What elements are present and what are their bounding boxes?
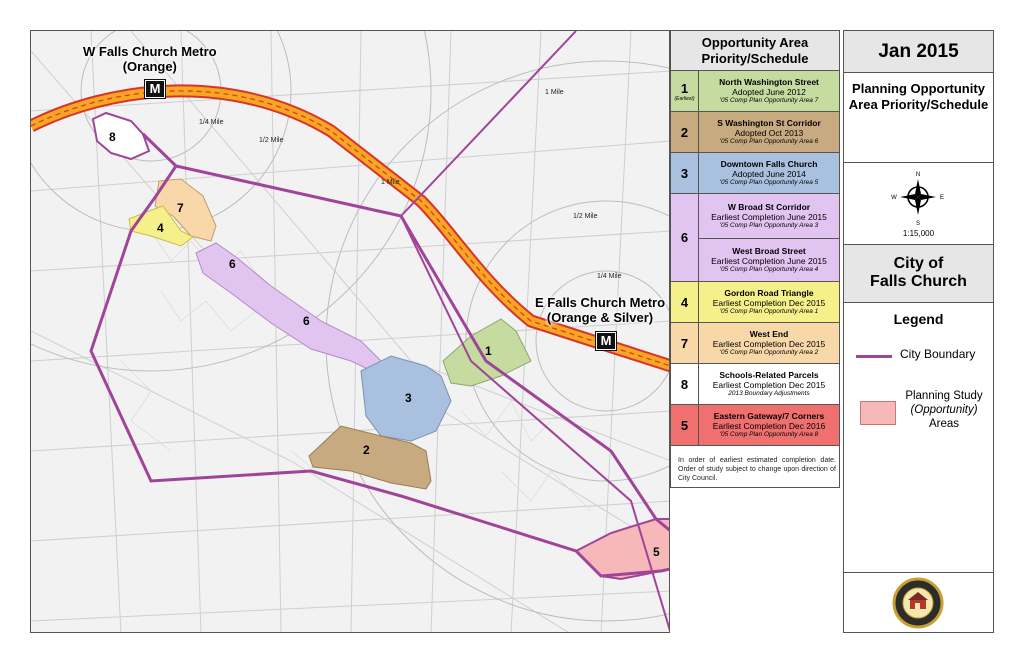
schedule-row-number — [671, 364, 699, 404]
legend-area-swatch — [860, 401, 896, 425]
schedule-row-body — [699, 238, 839, 282]
schedule-row-body — [699, 153, 839, 193]
map-canvas[interactable] — [31, 31, 670, 633]
metro-east-line: (Orange & Silver) — [546, 310, 654, 325]
schedule-area-note: '05 Comp Plan Opportunity Area 8 — [719, 431, 819, 438]
schedule-number-value: 8 — [680, 376, 689, 392]
city-name-line1: City of — [893, 255, 944, 272]
plan-title: Planning Opportunity Area Priority/Schedule — [844, 73, 993, 163]
legend-boundary-label: City Boundary — [900, 347, 976, 361]
schedule-area-name: Schools-Related Parcels — [719, 370, 819, 380]
schedule-row-number — [671, 71, 699, 111]
schedule-area-name: North Washington Street — [719, 77, 819, 87]
area-number-4: 4 — [157, 221, 164, 235]
schedule-area-date: Earliest Completion June 2015 — [711, 212, 827, 222]
schedule-row-body — [699, 71, 839, 111]
compass-w: W — [891, 195, 897, 201]
schedule-row-number — [671, 194, 699, 281]
schedule-row[interactable] — [671, 153, 839, 194]
metro-east-icon[interactable]: M — [596, 332, 616, 350]
schedule-area-note: '05 Comp Plan Opportunity Area 2 — [719, 349, 819, 356]
schedule-area-name: West End — [749, 329, 789, 339]
schedule-row-number — [671, 153, 699, 193]
schedule-area-date: Adopted June 2012 — [732, 87, 806, 97]
schedule-area-note: '05 Comp Plan Opportunity Area 4 — [719, 266, 819, 273]
schedule-area-date: Adopted June 2014 — [732, 169, 806, 179]
schedule-area-note: '05 Comp Plan Opportunity Area 7 — [719, 97, 819, 104]
info-panel — [843, 30, 994, 633]
schedule-row-number — [671, 323, 699, 363]
schedule-area-date: Earliest Completion Dec 2015 — [712, 298, 826, 308]
area-8[interactable] — [93, 113, 149, 159]
seal-box — [844, 573, 993, 633]
schedule-area-date: Earliest Completion Dec 2015 — [712, 380, 826, 390]
schedule-area-date: Earliest Completion Dec 2015 — [712, 339, 826, 349]
schedule-row[interactable] — [671, 364, 839, 405]
schedule-number-value: 7 — [680, 335, 689, 351]
schedule-area-name: West Broad Street — [732, 246, 806, 256]
schedule-area-name: S Washington St Corridor — [717, 118, 821, 128]
schedule-row[interactable] — [671, 112, 839, 153]
schedule-row-body — [699, 112, 839, 152]
ring-label-mile-east: 1 Mile — [545, 89, 564, 96]
schedule-table — [670, 30, 840, 488]
schedule-row-number — [671, 405, 699, 445]
schedule-row[interactable] — [671, 194, 839, 282]
schedule-area-name: W Broad St Corridor — [727, 202, 811, 212]
schedule-area-note: '05 Comp Plan Opportunity Area 1 — [719, 308, 819, 315]
legend-area-line3: Areas — [928, 418, 960, 430]
area-number-1: 1 — [485, 344, 492, 358]
schedule-row-body — [699, 364, 839, 404]
schedule-row-body — [699, 282, 839, 322]
city-name — [844, 245, 993, 303]
schedule-row-body — [699, 194, 839, 238]
metro-west-icon[interactable]: M — [145, 80, 165, 98]
schedule-row[interactable] — [671, 323, 839, 364]
date-box: Jan 2015 — [844, 31, 993, 73]
schedule-row-body — [699, 405, 839, 445]
schedule-area-name: Gordon Road Triangle — [724, 288, 814, 298]
schedule-area-note: 2013 Boundary Adjustments — [728, 390, 810, 397]
schedule-number-value: 1 — [680, 80, 689, 96]
schedule-number-value: 3 — [680, 165, 689, 181]
schedule-area-name: Downtown Falls Church — [720, 159, 818, 169]
schedule-title — [671, 31, 839, 71]
legend — [844, 303, 993, 573]
schedule-area-name: Eastern Gateway/7 Corners — [713, 411, 825, 421]
schedule-area-note: '05 Comp Plan Opportunity Area 3 — [719, 222, 819, 229]
metro-west-name: W Falls Church Metro — [83, 44, 217, 59]
ring-label-half-east: 1/2 Mile — [573, 213, 598, 220]
schedule-title-line1: Opportunity Area — [701, 35, 809, 50]
area-number-8: 8 — [109, 130, 116, 144]
schedule-area-date: Earliest Completion Dec 2016 — [712, 421, 826, 431]
schedule-row-body — [699, 323, 839, 363]
schedule-area-date: Earliest Completion June 2015 — [711, 256, 827, 266]
schedule-row-number — [671, 112, 699, 152]
schedule-number-value: 4 — [680, 294, 689, 310]
legend-area-label — [896, 389, 992, 431]
area-number-6-west: 6 — [229, 257, 236, 271]
city-name-line2: Falls Church — [870, 273, 967, 290]
ring-label-mile-west: 1 Mile — [381, 179, 400, 186]
area-number-2: 2 — [363, 443, 370, 457]
compass-e: E — [939, 195, 945, 201]
schedule-row[interactable] — [671, 405, 839, 446]
map-frame[interactable] — [30, 30, 670, 633]
schedule-number-value: 2 — [680, 124, 689, 140]
schedule-row[interactable] — [671, 282, 839, 323]
legend-area-line1: Planning Study — [905, 390, 983, 402]
metro-east-name: E Falls Church Metro — [535, 295, 666, 310]
schedule-title-line2: Priority/Schedule — [701, 51, 809, 66]
schedule-area-note: '05 Comp Plan Opportunity Area 5 — [719, 179, 819, 186]
schedule-row[interactable] — [671, 71, 839, 112]
schedule-number-value: 6 — [680, 230, 689, 245]
area-number-3: 3 — [405, 391, 412, 405]
schedule-footnote: In order of earliest estimated completion date. Order of study subject to change upon direction of City Council. — [678, 457, 836, 482]
map-scale: 1:15,000 — [902, 229, 935, 238]
legend-title: Legend — [893, 311, 944, 327]
schedule-number-value: 5 — [680, 417, 689, 433]
city-seal-icon — [844, 573, 993, 633]
ring-label-half-west: 1/2 Mile — [259, 137, 284, 144]
legend-area-line2: (Opportunity) — [910, 404, 978, 416]
compass-box — [844, 163, 993, 245]
area-number-7: 7 — [177, 201, 184, 215]
area-6[interactable] — [196, 243, 381, 373]
legend-boundary-swatch — [856, 355, 892, 358]
schedule-area-date: Adopted Oct 2013 — [734, 128, 804, 138]
compass-n: N — [915, 172, 921, 178]
area-number-5: 5 — [653, 545, 660, 559]
ring-label-quarter-west: 1/4 Mile — [199, 119, 224, 126]
schedule-area-note: '05 Comp Plan Opportunity Area 6 — [719, 138, 819, 145]
schedule-row-number — [671, 282, 699, 322]
area-number-6-east: 6 — [303, 314, 310, 328]
metro-west-line: (Orange) — [122, 59, 177, 74]
metro-west-label — [83, 44, 217, 74]
compass-s: S — [915, 221, 921, 227]
ring-label-quarter-east: 1/4 Mile — [597, 273, 622, 280]
metro-east-label — [535, 295, 665, 325]
compass-rose-icon — [844, 163, 993, 229]
schedule-number-sub: (Earliest) — [674, 95, 695, 102]
